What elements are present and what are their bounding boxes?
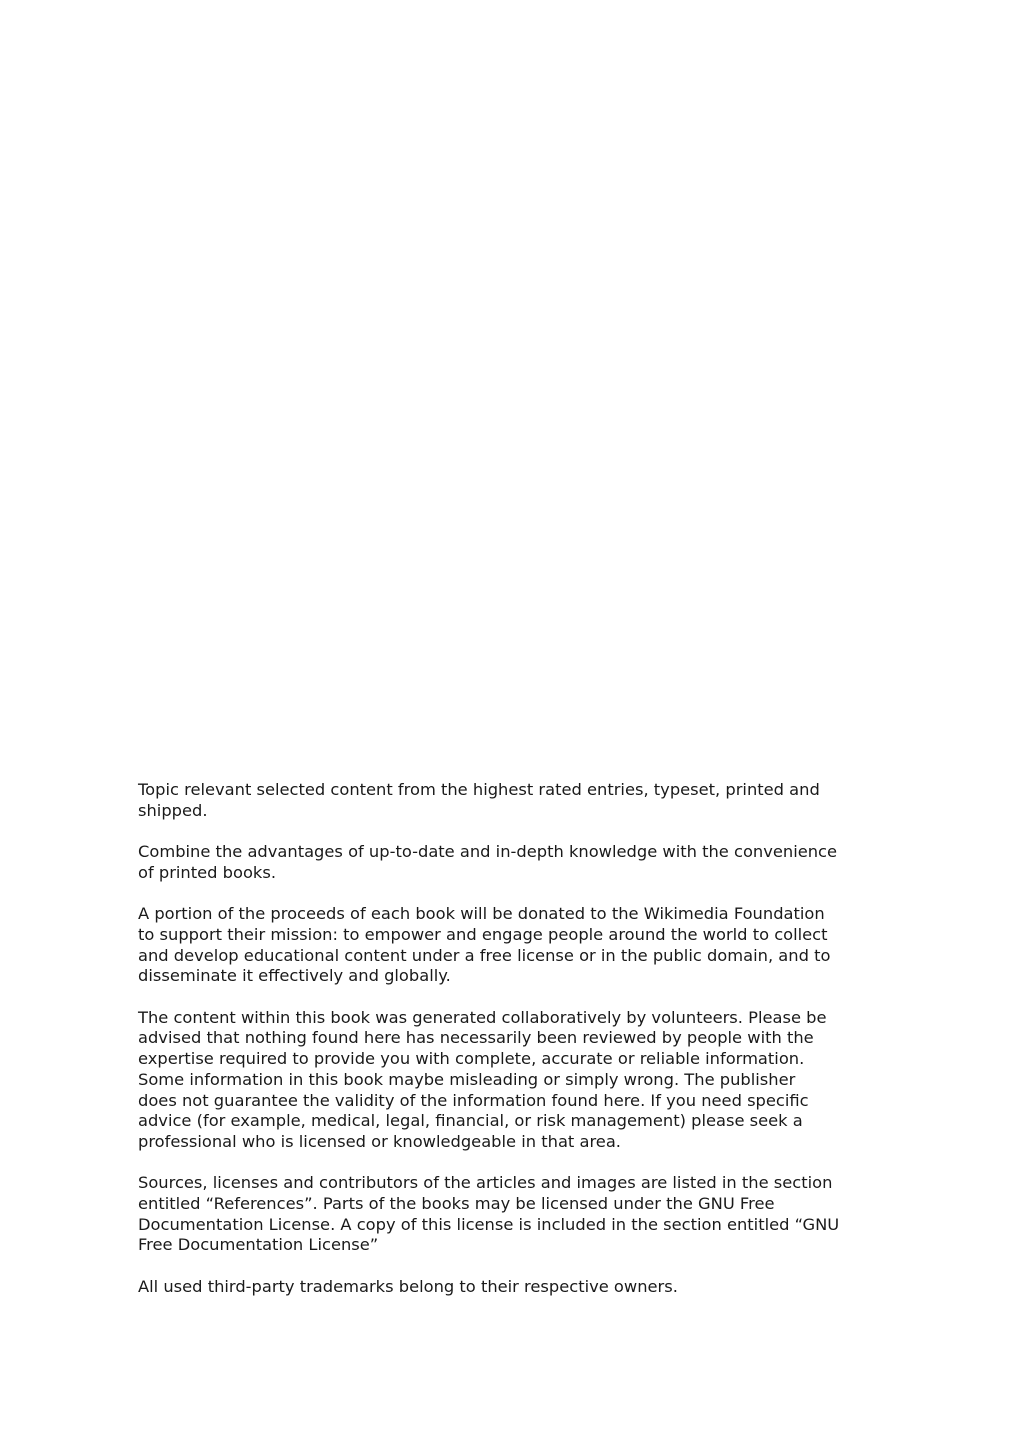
paragraph-sources-licenses: Sources, licenses and contributors of the articles and images are listed in the section entitled “References”. Parts of the books may be licensed under the GNU Free Documentation License. A copy of this license is included in the section entitled “GNU Free Documentation License”: [138, 1173, 840, 1255]
paragraph-wikimedia-donation: A portion of the proceeds of each book will be donated to the Wikimedia Foundation to support their mission: to empower and engage people around the world to collect and develop educational content under a free license or in the public domain, and to disseminate it effectively and globally.: [138, 904, 831, 986]
paragraph-trademarks: All used third-party trademarks belong to their respective owners.: [138, 1276, 678, 1296]
paragraph-advantages: Combine the advantages of up-to-date and in-depth knowledge with the convenience of printed books.: [138, 842, 838, 882]
paragraph-volunteer-disclaimer: The content within this book was generated collaboratively by volunteers. Please be advised that nothing found here has necessarily been reviewed by people with the expertise required to provide you with complete, accurate or reliable information. Some information in this book maybe misleading or simply wrong. The publisher does not guarantee the validity of the information found here. If you need specific advice (for example, medical, legal, financial, or risk management) please seek a professional who is licensed or knowledgeable in that area.: [138, 1007, 827, 1151]
disclaimer-text-block: [138, 780, 898, 1318]
paragraph-topic-content: Topic relevant selected content from the highest rated entries, typeset, printed and shipped.: [138, 780, 820, 820]
